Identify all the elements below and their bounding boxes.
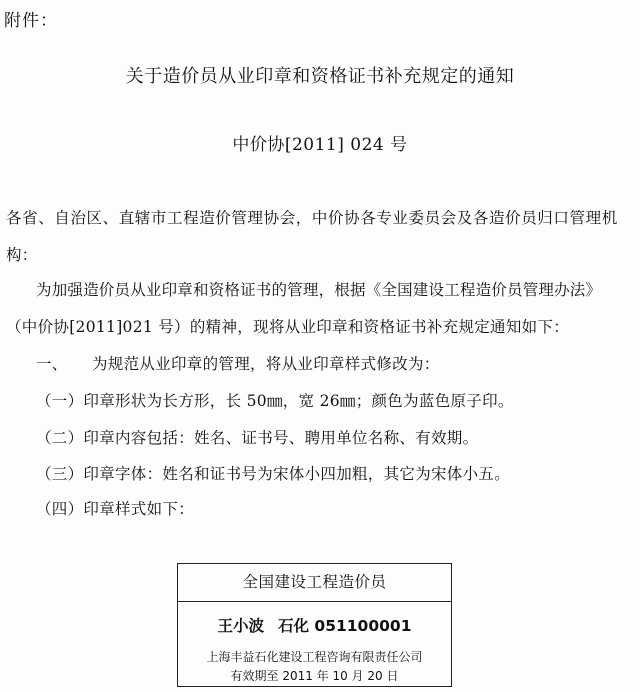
stamp-header: 全国建设工程造价员: [178, 564, 451, 602]
intro-line-1: 为加强造价员从业印章和资格证书的管理，根据《全国建设工程造价员管理办法》: [36, 281, 602, 299]
recipients-line-1: 各省、自治区、直辖市工程造价管理协会，中价协各专业委员会及各造价员归口管理机: [6, 209, 618, 227]
item-4: （四）印章样式如下：: [36, 500, 195, 518]
attachment-label: 附件：: [4, 11, 58, 31]
item-1: （一）印章形状为长方形，长 50㎜，宽 26㎜；颜色为蓝色原子印。: [36, 392, 514, 410]
stamp-validity: 有效期至 2011 年 10 月 20 日: [230, 669, 399, 683]
item-3: （三）印章字体：姓名和证书号为宋体小四加粗，其它为宋体小五。: [36, 465, 511, 483]
stamp-person-name: 王小波: [217, 617, 265, 635]
section-1: [36, 352, 440, 374]
intro-line-2: （中价协[2011]021 号）的精神，现将从业印章和资格证书补充规定通知如下：: [6, 318, 570, 336]
notice-title: 关于造价员从业印章和资格证书补充规定的通知: [125, 66, 515, 87]
stamp-cert-number: 石化 051100001: [278, 617, 412, 635]
stamp-sample: [177, 563, 452, 687]
recipients-line-2: 构：: [6, 246, 38, 264]
item-2: （二）印章内容包括：姓名、证书号、聘用单位名称、有效期。: [36, 429, 479, 447]
document-number: 中价协[2011] 024 号: [232, 135, 408, 155]
stamp-name-row: [178, 614, 451, 636]
section-1-text: 为规范从业印章的管理，将从业印章样式修改为：: [92, 355, 440, 373]
stamp-organization: 上海丰益石化建设工程咨询有限责任公司: [206, 650, 423, 664]
section-1-number: 一、: [36, 355, 68, 373]
